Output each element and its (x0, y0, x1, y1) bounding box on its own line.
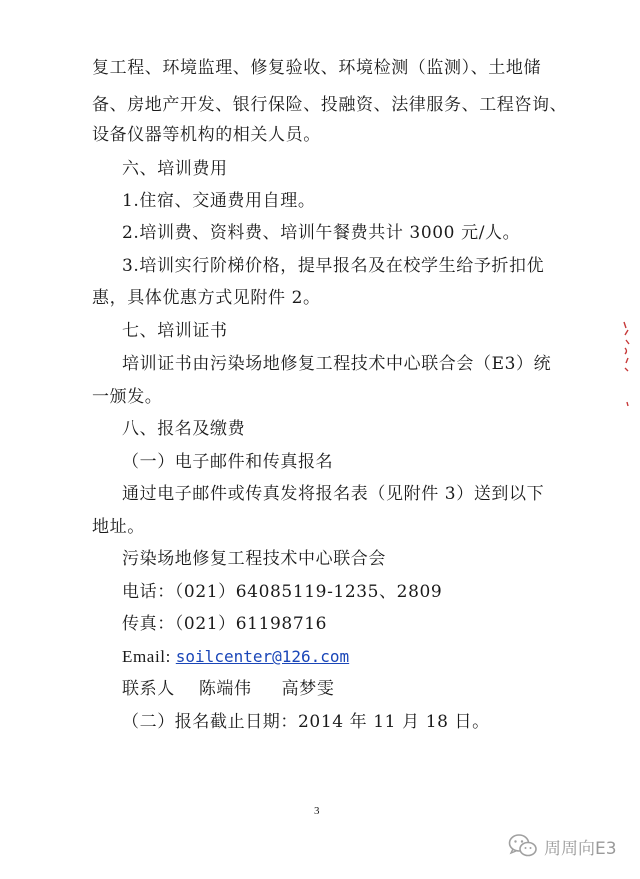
body-line: 3.培训实行阶梯价格，提早报名及在校学生给予折扣优 (122, 256, 545, 276)
contact-line: 联系人 陈端伟 高梦雯 (122, 679, 335, 699)
deadline-line: （二）报名截止日期：2014 年 11 月 18 日。 (122, 712, 490, 732)
watermark (508, 831, 617, 861)
body-line: 备、房地产开发、银行保险、投融资、法律服务、工程咨询、 (92, 95, 568, 115)
subsection-heading: （一）电子邮件和传真报名 (122, 452, 334, 472)
body-line: 培训证书由污染场地修复工程技术中心联合会（E3）统 (122, 354, 552, 374)
body-line: 设备仪器等机构的相关人员。 (92, 125, 321, 145)
organization-name: 污染场地修复工程技术中心联合会 (122, 549, 386, 569)
body-line: 地址。 (92, 517, 145, 537)
section-heading-six: 六、培训费用 (122, 159, 228, 179)
stamp-mark-icon (620, 318, 638, 408)
body-line: 复工程、环境监理、修复验收、环境检测（监测）、土地储 (92, 58, 542, 78)
section-heading-eight: 八、报名及缴费 (122, 419, 246, 439)
body-line: 2.培训费、资料费、培训午餐费共计 3000 元/人。 (122, 223, 521, 243)
body-line: 1.住宿、交通费用自理。 (122, 191, 316, 211)
phone-line: 电话：（021）64085119-1235、2809 (122, 582, 443, 602)
wechat-icon (508, 833, 538, 859)
watermark-text: 周周向E3 (544, 838, 617, 859)
fax-line: 传真：（021）61198716 (122, 614, 328, 634)
section-heading-seven: 七、培训证书 (122, 321, 228, 341)
body-line: 一颁发。 (92, 387, 163, 407)
email-label: Email: (122, 647, 176, 666)
body-line: 通过电子邮件或传真发将报名表（见附件 3）送到以下 (122, 484, 545, 504)
email-line (122, 646, 349, 668)
email-link[interactable]: soilcenter@126.com (175, 647, 350, 666)
body-line: 惠，具体优惠方式见附件 2。 (92, 288, 321, 308)
page-number: 3 (314, 805, 320, 817)
